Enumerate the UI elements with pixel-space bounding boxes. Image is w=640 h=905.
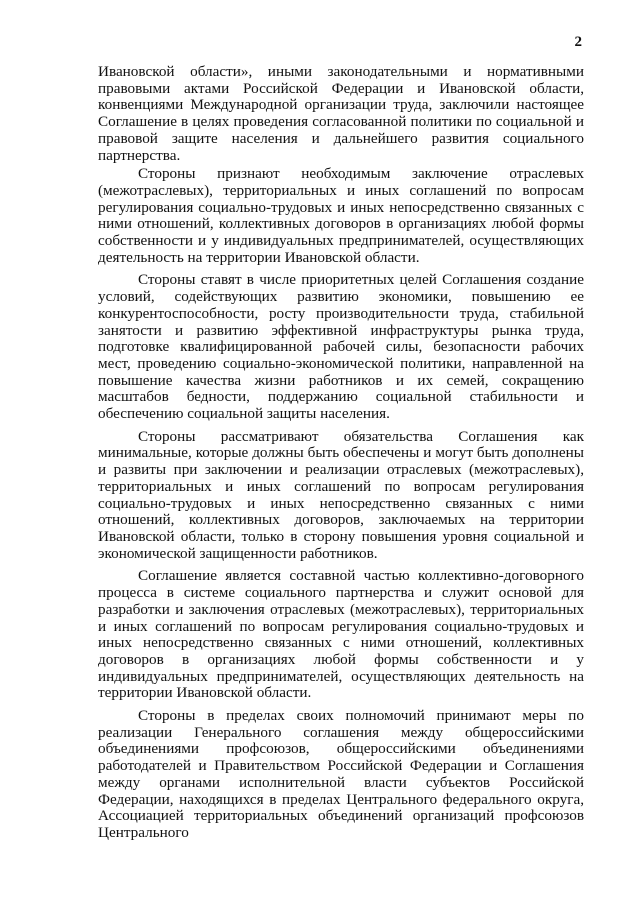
paragraph-4: Стороны рассматривают обязательства Соглашения как минимальные, которые должны быть обеспечены и могут быть дополнены и развиты при заключении и реализации отраслевых (межотраслевых), территориальных и иных соглашений по вопросам регулирования социально-трудовых и иных непосредственно связанных с ними отношений, коллективных договоров, заключаемых на территории Ивановской области, только в сторону повышения уровня социальной и экономической защищенности работников. [98, 427, 584, 562]
document-body [98, 64, 584, 842]
paragraph-2: Стороны признают необходимым заключение отраслевых (межотраслевых), территориальных и иных соглашений по вопросам регулирования социально-трудовых и иных непосредственно связанных с ними отношений, коллективных договоров в организациях любой формы собственности и у индивидуальных предпринимателей, осуществляющих деятельность на территории Ивановской области. [98, 165, 584, 266]
page-number: 2 [574, 34, 582, 50]
paragraph-3: Стороны ставят в числе приоритетных целей Соглашения создание условий, содействующих развитию экономики, повышению ее конкурентоспособности, росту производительности труда, стабильной занятости и развитию эффективной инфраструктуры рынка труда, подготовке квалифицированной рабочей силы, безопасности рабочих мест, проведению социально-экономической политики, направленной на повышение качества жизни работников и их семей, сокращению масштабов бедности, поддержанию социальной стабильности и обеспечению социальной защиты населения. [98, 271, 584, 423]
paragraph-1: Ивановской области», иными законодательными и нормативными правовыми актами Российской Федерации и Ивановской области, конвенциями Международной организации труда, заключили настоящее Соглашение в целях проведения согласованной политики по социальной и правовой защите населения и дальнейшего развития социального партнерства. [98, 63, 584, 164]
paragraph-5: Соглашение является составной частью коллективно-договорного процесса в системе социального партнерства и служит основой для разработки и заключения отраслевых (межотраслевых), территориальных и иных соглашений по вопросам регулирования социально-трудовых и иных непосредственно связанных с ними отношений, коллективных договоров в организациях любой формы собственности и у индивидуальных предпринимателей, осуществляющих деятельность на территории Ивановской области. [98, 567, 584, 702]
paragraph-6: Стороны в пределах своих полномочий принимают меры по реализации Генерального соглашения между общероссийскими объединениями профсоюзов, общероссийскими объединениями работодателей и Правительством Российской Федерации и Соглашения между органами исполнительной власти субъектов Российской Федерации, находящихся в пределах Центрального федерального округа, Ассоциацией территориальных объединений организаций профсоюзов Центрального [98, 707, 584, 841]
